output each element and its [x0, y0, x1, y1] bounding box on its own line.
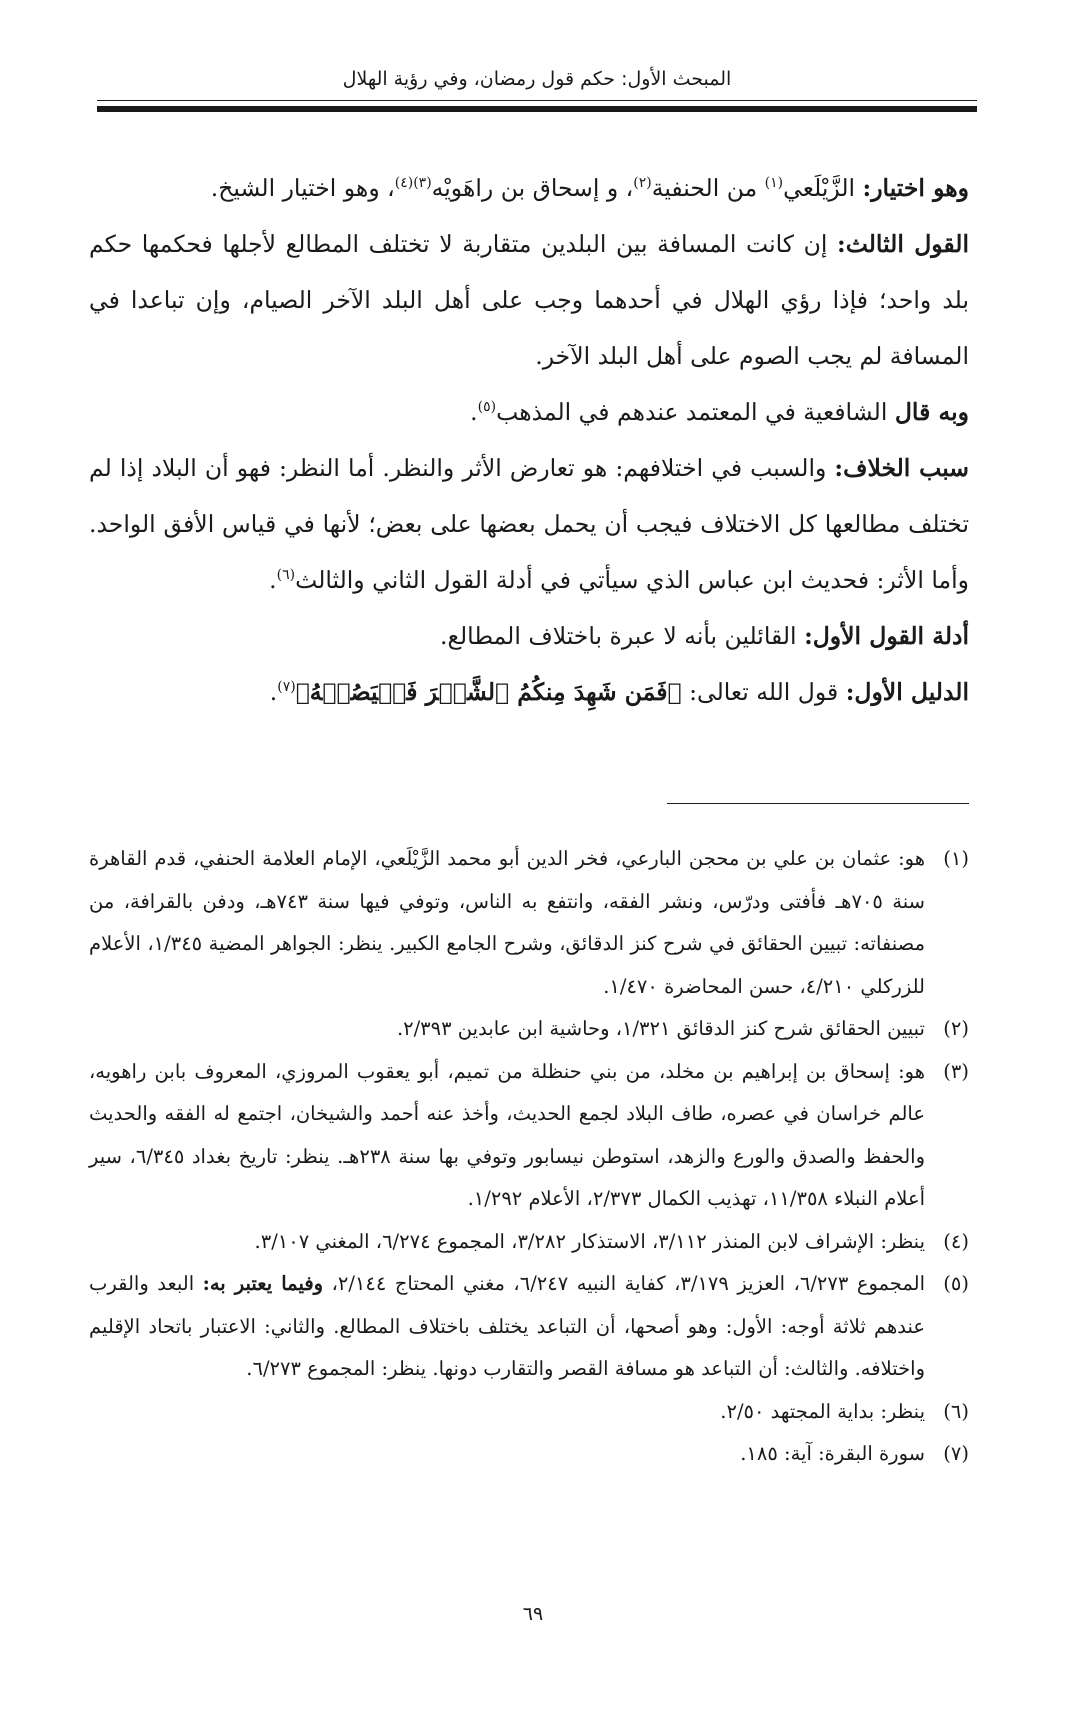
text-run: .	[269, 678, 278, 706]
text-run: البعد والقرب عندهم ثلاثة أوجه: الأول: وهو أصحها، أن التباعد يختلف باختلاف المطالع. والثاني: الاعتبار باتحاد الإقليم واختلافه. والثالث: أن التباعد هو مسافة القصر والتقارب دونها. ينظر: المجموع ٦/٢٧٣.	[89, 1272, 925, 1380]
text-run: الزَّيْلَعي	[783, 174, 863, 202]
footnote	[89, 1433, 969, 1476]
footnote	[89, 1391, 969, 1434]
footnote-text: سورة البقرة: آية: ١٨٥.	[740, 1442, 925, 1465]
text-run: إن كانت المسافة بين البلدين متقاربة لا تختلف المطالع لأجلها فحكمها حكم بلد واحد؛ فإذا رؤي الهلال في أحدهما وجب على أهل البلد الآخر الصيام، وإن تباعدا في المسافة لم يجب الصوم على أهل البلد الآخر.	[89, 230, 969, 370]
header-thick-rule	[97, 106, 977, 112]
text-run: المجموع ٦/٢٧٣، العزيز ٣/١٧٩، كفاية النبيه ٦/٢٤٧، مغني المحتاج ٢/١٤٤،	[323, 1272, 926, 1295]
footnote-text	[89, 1263, 925, 1391]
paragraph-label: وهو اختيار:	[862, 174, 969, 202]
header-thin-rule	[97, 100, 977, 101]
text-run: ، و إسحاق بن راهَويْه	[431, 174, 634, 202]
footnote	[89, 1221, 969, 1264]
text-run: من الحنفية	[651, 174, 765, 202]
footnote-text: تبيين الحقائق شرح كنز الدقائق ١/٣٢١، وحاشية ابن عابدين ٢/٣٩٣.	[396, 1017, 925, 1040]
text-run: ، وهو اختيار الشيخ.	[210, 174, 395, 202]
paragraph-label: الدليل الأول:	[845, 678, 969, 706]
text-run: .	[269, 566, 277, 594]
footnote-marker[interactable]: (٦)	[276, 567, 296, 584]
footnote	[89, 838, 969, 1008]
footnote-text: ينظر: الإشراف لابن المنذر ٣/١١٢، الاستذكار ٣/٢٨٢، المجموع ٦/٢٧٤، المغني ٣/١٠٧.	[254, 1229, 925, 1253]
footnote-marker[interactable]: (٣)	[413, 175, 432, 192]
footnote-number: (٧)	[943, 1442, 969, 1465]
footnote	[89, 1263, 969, 1391]
footnote-marker[interactable]: (٢)	[633, 175, 652, 192]
footnote	[89, 1051, 969, 1221]
footnote-marker[interactable]: (٧)	[277, 679, 296, 696]
footnote-marker[interactable]: (١)	[764, 175, 784, 192]
paragraph-third-opinion	[89, 216, 969, 384]
footnote-number: (٦)	[943, 1399, 969, 1423]
paragraph-evidence-heading	[89, 608, 969, 664]
bold-phrase: وفيما يعتبر به:	[202, 1272, 324, 1295]
footnote-number: (٤)	[943, 1229, 969, 1253]
footnotes	[89, 838, 969, 1476]
page-number: ٦٩	[522, 1603, 544, 1625]
paragraph-label: القول الثالث:	[837, 230, 969, 258]
footnote-number: (١)	[943, 847, 969, 870]
footnote-marker[interactable]: (٥)	[477, 399, 497, 416]
paragraph-label: سبب الخلاف:	[834, 454, 969, 482]
paragraph-label: وبه قال	[894, 398, 969, 426]
text-run: .	[470, 398, 478, 426]
footnote-number: (٢)	[943, 1017, 969, 1040]
text-run: القائلين بأنه لا عبرة باختلاف المطالع.	[440, 622, 805, 650]
text-run: والسبب في اختلافهم: هو تعارض الأثر والنظر. أما النظر: فهو أن البلاد إذا لم تختلف مطالعها كل الاختلاف فيجب أن يحمل بعضها على بعض؛ لأنها في قياس الأفق الواحد. وأما الأثر: فحديث ابن عباس الذي سيأتي في أدلة القول الثاني والثالث	[89, 454, 969, 594]
paragraph-first-evidence	[89, 664, 969, 720]
footnote-number: (٥)	[943, 1272, 969, 1295]
paragraph-shafii	[89, 384, 969, 440]
paragraph-choice	[89, 160, 969, 216]
text-run: الشافعية في المعتمد عندهم في المذهب	[496, 398, 895, 426]
running-header: المبحث الأول: حكم قول رمضان، وفي رؤية الهلال	[342, 68, 732, 90]
text-run: قول الله تعالى:	[681, 678, 846, 706]
main-text	[89, 160, 969, 720]
paragraph-reason	[89, 440, 969, 608]
quran-verse: ﴿فَمَن شَهِدَ مِنكُمُ ٱلشَّهۡرَ فَلۡيَصُمۡهُ﴾	[295, 678, 682, 706]
footnote-text: هو: عثمان بن علي بن محجن البارعي، فخر الدين أبو محمد الزَّيْلَعي، الإمام العلامة الحنفي، قدم القاهرة سنة ٧٠٥هـ فأفتى ودرّس، ونشر الفقه، وانتفع به الناس، وتوفي فيها سنة ٧٤٣هـ، ودفن بالقرافة، من مصنفاته: تبيين الحقائق في شرح كنز الدقائق، وشرح الجامع الكبير. ينظر: الجواهر المضية ١/٣٤٥، الأعلام للزركلي ٤/٢١٠، حسن المحاضرة ١/٤٧٠.	[89, 847, 926, 998]
footnote-number: (٣)	[943, 1059, 969, 1083]
footnote-marker[interactable]: (٤)	[394, 175, 414, 192]
paragraph-label: أدلة القول الأول:	[804, 622, 969, 650]
footnote	[89, 1008, 969, 1051]
footnote-text: هو: إسحاق بن إبراهيم بن مخلد، من بني حنظلة من تميم، أبو يعقوب المروزي، المعروف بابن راهويه، عالم خراسان في عصره، طاف البلاد لجمع الحديث، وأخذ عنه أحمد والشيخان، اجتمع له الفقه والحديث والحفظ والصدق والورع والزهد، استوطن نيسابور وتوفي بها سنة ٢٣٨هـ. ينظر: تاريخ بغداد ٦/٣٤٥، سير أعلام النبلاء ١١/٣٥٨، تهذيب الكمال ٢/٣٧٣، الأعلام ١/٢٩٢.	[89, 1059, 925, 1210]
footnote-text: ينظر: بداية المجتهد ٢/٥٠.	[720, 1399, 925, 1423]
footnote-separator	[667, 803, 969, 804]
